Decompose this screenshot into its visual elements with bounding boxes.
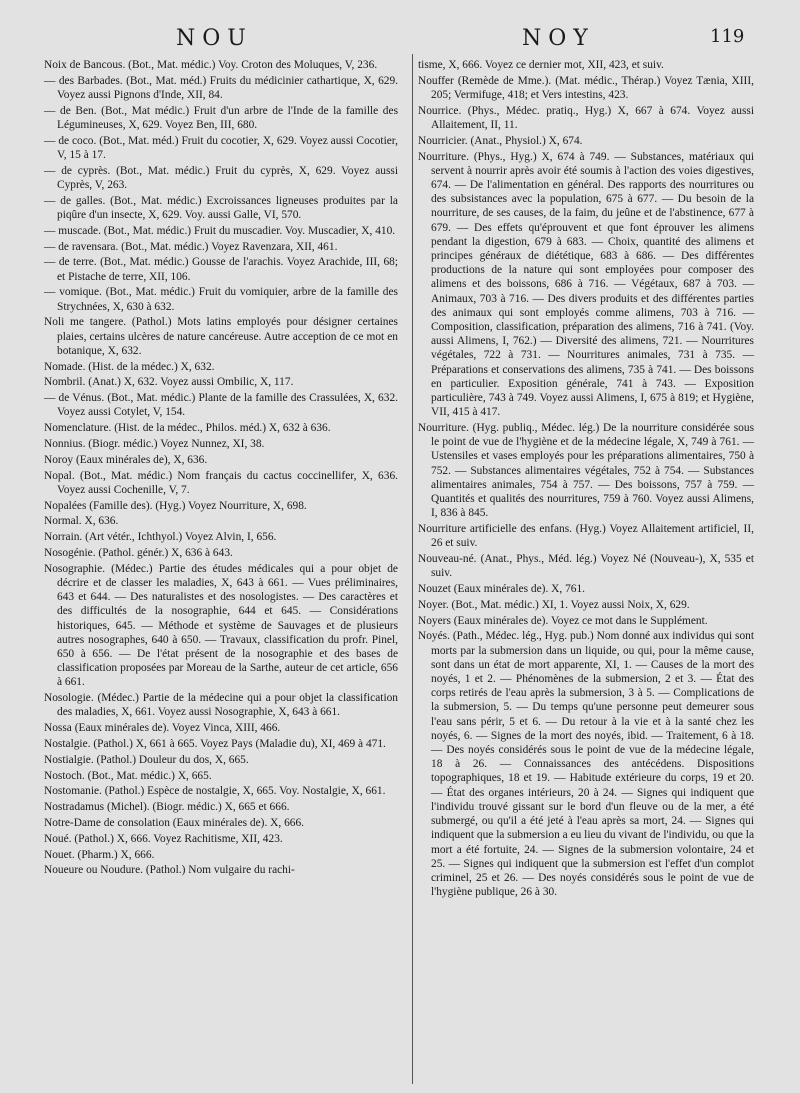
index-entry: Notre-Dame de consolation (Eaux minérales de). X, 666. <box>44 816 304 829</box>
index-entry: — de ravensara. (Bot., Mat. médic.) Voyez Ravenzara, XII, 461. <box>44 240 338 253</box>
index-entry: Nourriture. (Hyg. publiq., Médec. lég.) De la nourriture considérée sous le point de vue de l'hygiène et de la médecine légale, X, 749 à 761. — Ustensiles et vases employés pour les préparations alimentaires, 750 à 752. — Substances alimentaires végétales, 752 à 754. — Substances alimentaires animales, 754 à 757. — Des boissons, 757 à 759. — Quantités et qualités des nourritures, 759 à 760. Voyez aussi Alimens, I, 836 à 845. <box>418 422 754 520</box>
index-entry: Nouffer (Remède de Mme.). (Mat. médic., Thérap.) Voyez Tænia, XIII, 205; Vermifuge, 418; et Vers intestins, 423. <box>418 74 754 101</box>
index-entry: Noyés. (Path., Médec. lég., Hyg. pub.) Nom donné aux individus qui sont morts par la submersion dans un liquide, ou qui, pour la même cause, sont dans un état de mort apparente, XI, 1. — Causes de la mort des noyés, 1 et 2. — Phénomènes de la submersion, 2 et 3. — État des corps retirés de l'eau après la submersion, 3 à 5. — Complications de la submersion, 5. — Du temps qu'une personne peut demeurer sous l'eau sans périr, 5 et 6. — Du retour à la vie et à la santé chez les noyés, 6. — Signes de la mort des noyés, ibid. — Traitement, 6 à 18. — Des noyés considérés sous le point de vue de la médecine légale, 18 à 26. — Connaissances des antécédens. Dispositions topographiques, 18 et 19. — Habitude extérieure du corps, 19 et 20. — État des organes intérieurs, 20 à 24. — Signes qui indiquent que l'individu trouvé gissant sur le bord d'un fleuve ou de la mer, a été submergé, ou qu'il a été jeté à l'eau après sa mort, 24. — Signes qui indiquent que la submersion a eu lieu du vivant de l'individu, ou que la mort a été fortuite, 24. — Signes de la submersion volontaire, 24 et 25. — Signes qui indiquent que la submersion est l'effet d'un complot criminel, 25 et 26. — Des noyés considérés sous le point de vue de l'hygiène publique, 26 à 30. <box>418 630 754 899</box>
index-entry: — vomique. (Bot., Mat. médic.) Fruit du vomiquier, arbre de la famille des Strychnées, X, 630 à 632. <box>44 286 398 313</box>
index-entry: — de galles. (Bot., Mat. médic.) Excroissances ligneuses produites par la piqûre d'un insecte, X, 629. Voy. aussi Galle, VI, 570. <box>44 194 398 221</box>
index-entry: Nouet. (Pharm.) X, 666. <box>44 848 155 861</box>
index-entry: Nopal. (Bot., Mat. médic.) Nom français du cactus coccinellifer, X, 636. Voyez aussi Cochenille, V, 7. <box>44 469 398 496</box>
index-entry: Nomenclature. (Hist. de la médec., Philos. méd.) X, 632 à 636. <box>44 422 331 435</box>
page-number: 119 <box>710 26 745 47</box>
index-entry: Nossa (Eaux minérales de). Voyez Vinca, XIII, 466. <box>44 722 281 735</box>
index-entry: Nostomanie. (Pathol.) Espèce de nostalgie, X, 665. Voy. Nostalgie, X, 661. <box>44 785 386 798</box>
index-entry: Nonnius. (Biogr. médic.) Voyez Nunnez, XI, 38. <box>44 437 265 450</box>
index-entry: Nomade. (Hist. de la médec.) X, 632. <box>44 360 215 373</box>
index-entry: Norrain. (Art vétér., Ichthyol.) Voyez Alvin, I, 656. <box>44 531 277 544</box>
index-entry: — de Vénus. (Bot., Mat. médic.) Plante de la famille des Crassulées, X, 632. Voyez aussi Cotylet, V, 154. <box>44 392 398 419</box>
index-entry: — de cyprès. (Bot., Mat. médic.) Fruit du cyprès, X, 629. Voyez aussi Cyprès, V, 263. <box>44 164 398 191</box>
header-left-word: NOU <box>176 26 253 51</box>
index-entry: — muscade. (Bot., Mat. médic.) Fruit du muscadier. Voy. Muscadier, X, 410. <box>44 224 396 237</box>
index-entry: Nouzet (Eaux minérales de). X, 761. <box>418 583 586 596</box>
index-entry: Nostoch. (Bot., Mat. médic.) X, 665. <box>44 769 212 782</box>
index-entry: Nourriture. (Phys., Hyg.) X, 674 à 749. — Substances, matériaux qui servent à nourrir après avoir été soumis à l'action des voies digestives, 674. — De l'alimentation en général. Des rapports des nourritures ou des subsistances avec la population, 675 à 677. — Du besoin de la nourriture, de ses causes, de la faim, du jeûne et de l'abstinence, 677 à 679. — Des effets qu'éprouvent et que font éprouver les alimens pendant la digestion, 679 à 683. — Choix, quantité des alimens et principes généraux de diététique, 683 à 686. — Des différentes productions de la nature qui sont employées pour composer des alimens et des boissons, 686 à 716. — Végétaux, 687 à 703. — Animaux, 703 à 716. — Des divers produits et des différentes parties des animaux qui sont employés comme alimens, 703 à 716. — Composition, classification, préparation des alimens, 716 à 741. (Voy. aussi Alimens, I, 762.) — Diversité des alimens, 721. — Nourritures végétales, 722 à 731. — Nourritures animales, 731 à 735. — Préparations et conservations des alimens, 735 à 741. — Des boissons en particulier. Exposition générale, 741 à 743. — Exposition particulière, 743 à 749. Voyez aussi Alimens, I, 675 à 819; et Hygiène, VII, 415 à 417. <box>418 150 754 419</box>
index-entry: Nourrice. (Phys., Médec. pratiq., Hyg.) X, 667 à 674. Voyez aussi Allaitement, II, 11. <box>418 104 754 131</box>
index-entry: — des Barbades. (Bot., Mat. méd.) Fruits du médicinier cathartique, X, 629. Voyez aussi Pignons d'Inde, XII, 84. <box>44 74 398 101</box>
index-entry: — de terre. (Bot., Mat. médic.) Gousse de l'arachis. Voyez Arachide, III, 68; et Pistache de terre, XII, 106. <box>44 256 398 283</box>
index-entry: Nourricier. (Anat., Physiol.) X, 674. <box>418 134 583 147</box>
index-entry: Nombril. (Anat.) X, 632. Voyez aussi Ombilic, X, 117. <box>44 376 294 389</box>
index-entry: Nosologie. (Médec.) Partie de la médecine qui a pour objet la classification des maladies, X, 661. Voyez aussi Nosographie, X, 643 à 661. <box>44 692 398 719</box>
running-header <box>0 26 800 54</box>
index-entry: Nopalées (Famille des). (Hyg.) Voyez Nourriture, X, 698. <box>44 499 307 512</box>
index-entry: Noueure ou Noudure. (Pathol.) Nom vulgaire du rachi- <box>44 864 295 877</box>
index-entry: — de Ben. (Bot., Mat médic.) Fruit d'un arbre de l'Inde de la famille des Légumineuses, X, 629. Voyez Ben, III, 680. <box>44 104 398 131</box>
index-entry: Nosographie. (Médec.) Partie des études médicales qui a pour objet de décrire et de classer les maladies, X, 643 à 661. — Vues préliminaires, 643 et 644. — Des naturalistes et des nosologistes. — Des caractères et des difficultés de la nosographie, 644 et 645. — Considérations historiques, 645. — Méthode et système de Sauvages et de plusieurs autres nosographes, 640 à 650. — Travaux, classification du profr. Pinel, 650 à 656. — De l'état présent de la nosographie et des bases de classification proposées par Moreau de la Sarthe, auteur de cet article, 656 à 661. <box>44 562 398 689</box>
index-entry: Normal. X, 636. <box>44 515 119 528</box>
index-entry: Nouveau-né. (Anat., Phys., Méd. lég.) Voyez Né (Nouveau-), X, 535 et suiv. <box>418 553 754 580</box>
index-entry: Nosogénie. (Pathol. génér.) X, 636 à 643. <box>44 546 233 559</box>
index-entry: — de coco. (Bot., Mat. méd.) Fruit du cocotier, X, 629. Voyez aussi Cocotier, V, 15 à 17. <box>44 134 398 161</box>
index-entry: Nostialgie. (Pathol.) Douleur du dos, X, 665. <box>44 753 249 766</box>
index-entry: Noué. (Pathol.) X, 666. Voyez Rachitisme, XII, 423. <box>44 832 283 845</box>
index-entry: Noix de Bancous. (Bot., Mat. médic.) Voy. Croton des Moluques, V, 236. <box>44 59 378 71</box>
index-entry: Noroy (Eaux minérales de), X, 636. <box>44 453 208 466</box>
left-column <box>44 58 398 879</box>
index-entry: Noli me tangere. (Pathol.) Mots latins employés pour désigner certaines plaies, certains ulcères de nature cancéreuse. Autre acception de ce mot en botanique, X, 632. <box>44 316 398 357</box>
index-entry: Nostradamus (Michel). (Biogr. médic.) X, 665 et 666. <box>44 801 290 814</box>
header-right-word: NOY <box>522 26 595 51</box>
index-entry: Nourriture artificielle des enfans. (Hyg.) Voyez Allaitement artificiel, II, 26 et suiv. <box>418 523 754 550</box>
index-entry: tisme, X, 666. Voyez ce dernier mot, XII, 423, et suiv. <box>418 59 664 71</box>
index-entry: Nostalgie. (Pathol.) X, 661 à 665. Voyez Pays (Maladie du), XI, 469 à 471. <box>44 737 386 750</box>
index-entry: Noyer. (Bot., Mat. médic.) XI, 1. Voyez aussi Noix, X, 629. <box>418 598 690 611</box>
right-column <box>418 58 754 901</box>
index-entry: Noyers (Eaux minérales de). Voyez ce mot dans le Supplément. <box>418 614 708 627</box>
column-divider <box>412 54 413 1084</box>
